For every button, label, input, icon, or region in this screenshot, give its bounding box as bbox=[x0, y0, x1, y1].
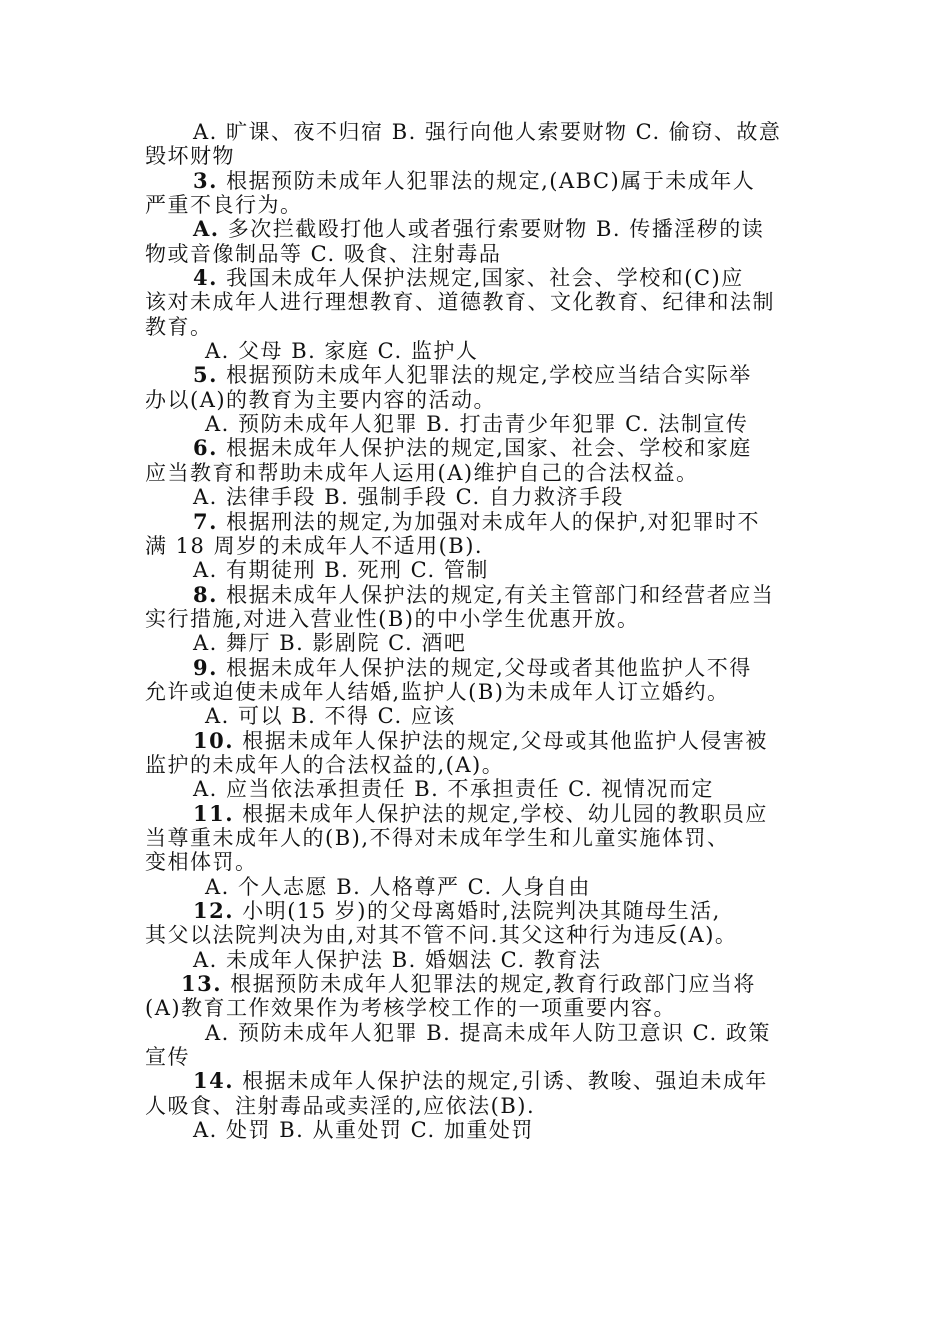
question-number: 7. bbox=[193, 508, 218, 534]
question-number: 13. bbox=[181, 971, 223, 997]
document-body bbox=[145, 120, 810, 1142]
text-line bbox=[145, 777, 810, 801]
line-text: A. 处罚 B. 从重处罚 C. 加重处罚 bbox=[193, 1118, 534, 1143]
line-text: 根据预防未成年人犯罪法的规定,学校应当结合实际举 bbox=[217, 363, 752, 388]
line-text: 该对未成年人进行理想教育、道德教育、文化教育、纪律和法制 bbox=[145, 290, 775, 315]
line-text: 当尊重未成年人的(B),不得对未成年学生和儿童实施体罚、 bbox=[145, 825, 730, 850]
question-number: 9. bbox=[193, 654, 218, 680]
question-number: 4. bbox=[193, 265, 218, 291]
text-line bbox=[145, 607, 810, 631]
text-line bbox=[145, 558, 810, 582]
text-line bbox=[145, 1118, 810, 1142]
text-line bbox=[145, 729, 810, 753]
question-number: 11. bbox=[193, 800, 235, 826]
question-number: 14. bbox=[193, 1068, 235, 1094]
text-line bbox=[145, 534, 810, 558]
text-line bbox=[145, 704, 810, 728]
line-text: A. 可以 B. 不得 C. 应该 bbox=[205, 704, 456, 729]
line-text: A. 父母 B. 家庭 C. 监护人 bbox=[205, 339, 479, 364]
line-text: 根据预防未成年人犯罪法的规定,(ABC)属于未成年人 bbox=[217, 168, 756, 193]
question-number: 10. bbox=[193, 727, 235, 753]
line-text: 允许或迫使未成年人结婚,监护人(B)为未成年人订立婚约。 bbox=[145, 679, 730, 704]
question-number: A. bbox=[193, 216, 220, 242]
text-line bbox=[145, 242, 810, 266]
text-line bbox=[145, 193, 810, 217]
text-line bbox=[145, 169, 810, 193]
text-line bbox=[145, 1021, 810, 1045]
line-text: 我国未成年人保护法规定,国家、社会、学校和(C)应 bbox=[217, 266, 744, 291]
line-text: 实行措施,对进入营业性(B)的中小学生优惠开放。 bbox=[145, 606, 640, 631]
line-text: 毁坏财物 bbox=[145, 144, 235, 169]
text-line bbox=[145, 485, 810, 509]
line-text: A. 未成年人保护法 B. 婚姻法 C. 教育法 bbox=[193, 947, 602, 972]
line-text: 满 18 周岁的未成年人不适用(B). bbox=[145, 533, 484, 558]
line-text: 小明(15 岁)的父母离婚时,法院判决其随母生活, bbox=[234, 899, 721, 923]
text-line bbox=[145, 266, 810, 290]
text-line bbox=[145, 1069, 810, 1093]
text-line bbox=[145, 315, 810, 339]
question-number: 12. bbox=[193, 898, 235, 923]
text-line bbox=[145, 510, 810, 534]
text-line bbox=[145, 339, 810, 363]
line-text: 根据刑法的规定,为加强对未成年人的保护,对犯罪时不 bbox=[217, 509, 760, 534]
text-line bbox=[145, 631, 810, 655]
line-text: 根据未成年人保护法的规定,国家、社会、学校和家庭 bbox=[217, 436, 752, 461]
question-number: 5. bbox=[193, 362, 218, 388]
line-text: A. 个人志愿 B. 人格尊严 C. 人身自由 bbox=[205, 874, 591, 899]
line-text: A. 法律手段 B. 强制手段 C. 自力救济手段 bbox=[193, 485, 624, 510]
text-line bbox=[145, 996, 810, 1020]
line-text: A. 旷课、夜不归宿 B. 强行向他人索要财物 C. 偷窃、故意 bbox=[193, 120, 782, 144]
text-line bbox=[145, 680, 810, 704]
line-text: A. 应当依法承担责任 B. 不承担责任 C. 视情况而定 bbox=[193, 777, 714, 802]
text-line bbox=[145, 753, 810, 777]
text-line bbox=[145, 144, 810, 168]
line-text: 监护的未成年人的合法权益的,(A)。 bbox=[145, 752, 505, 777]
line-text: 严重不良行为。 bbox=[145, 193, 303, 218]
question-number: 6. bbox=[193, 435, 218, 461]
text-line bbox=[145, 802, 810, 826]
line-text: 根据未成年人保护法的规定,有关主管部门和经营者应当 bbox=[217, 582, 775, 607]
text-line bbox=[145, 972, 810, 996]
line-text: A. 舞厅 B. 影剧院 C. 酒吧 bbox=[193, 631, 467, 656]
text-line bbox=[145, 656, 810, 680]
text-line bbox=[145, 363, 810, 387]
line-text: 办以(A)的教育为主要内容的活动。 bbox=[145, 387, 497, 412]
text-line bbox=[145, 412, 810, 436]
text-line bbox=[145, 436, 810, 460]
text-line bbox=[145, 850, 810, 874]
line-text: 教育。 bbox=[145, 314, 213, 339]
line-text: A. 有期徒刑 B. 死刑 C. 管制 bbox=[193, 558, 489, 583]
text-line bbox=[145, 217, 810, 241]
text-line bbox=[145, 875, 810, 899]
line-text: 多次拦截殴打他人或者强行索要财物 B. 传播淫秽的读 bbox=[219, 217, 765, 242]
line-text: 应当教育和帮助未成年人运用(A)维护自己的合法权益。 bbox=[145, 460, 699, 485]
line-text: 其父以法院判决为由,对其不管不问.其父这种行为违反(A)。 bbox=[145, 923, 738, 948]
text-line bbox=[145, 1094, 810, 1118]
line-text: 根据未成年人保护法的规定,引诱、教唆、强迫未成年 bbox=[234, 1069, 768, 1094]
text-line bbox=[145, 388, 810, 412]
text-line bbox=[145, 826, 810, 850]
text-line bbox=[145, 948, 810, 972]
text-line bbox=[145, 1045, 810, 1069]
line-text: 根据预防未成年人犯罪法的规定,教育行政部门应当将 bbox=[222, 972, 756, 997]
text-line bbox=[145, 923, 810, 947]
text-line bbox=[145, 583, 810, 607]
line-text: (A)教育工作效果作为考核学校工作的一项重要内容。 bbox=[145, 996, 677, 1021]
line-text: 变相体罚。 bbox=[145, 850, 258, 875]
text-line bbox=[145, 120, 810, 144]
question-number: 8. bbox=[193, 581, 218, 607]
line-text: 根据未成年人保护法的规定,父母或者其他监护人不得 bbox=[217, 655, 752, 680]
question-number: 3. bbox=[193, 167, 218, 193]
line-text: A. 预防未成年人犯罪 B. 打击青少年犯罪 C. 法制宣传 bbox=[205, 412, 749, 437]
line-text: 宣传 bbox=[145, 1045, 190, 1070]
text-line bbox=[145, 461, 810, 485]
text-line bbox=[145, 899, 810, 923]
line-text: 根据未成年人保护法的规定,学校、幼儿园的教职员应 bbox=[234, 801, 768, 826]
line-text: 物或音像制品等 C. 吸食、注射毒品 bbox=[145, 241, 502, 266]
line-text: 人吸食、注射毒品或卖淫的,应依法(B). bbox=[145, 1093, 536, 1118]
text-line bbox=[145, 290, 810, 314]
line-text: A. 预防未成年人犯罪 B. 提高未成年人防卫意识 C. 政策 bbox=[205, 1020, 771, 1045]
line-text: 根据未成年人保护法的规定,父母或其他监护人侵害被 bbox=[234, 728, 768, 753]
